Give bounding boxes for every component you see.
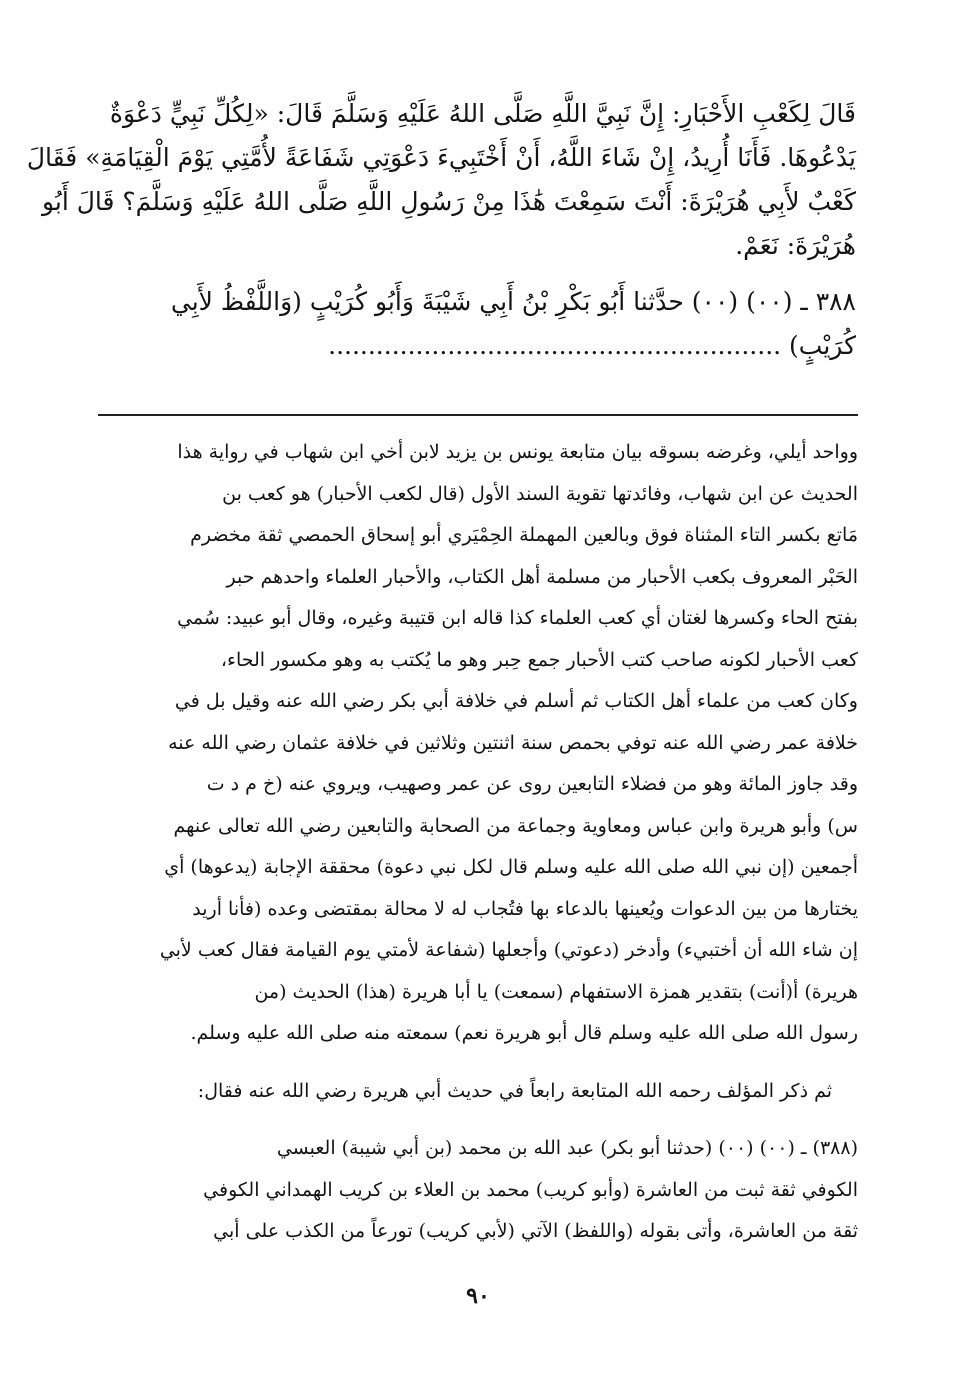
commentary-line: هريرة) أ(أنت) بتقدير همزة الاستفهام (سمعت) يا أبا هريرة (هذا) الحديث (من — [254, 980, 858, 1003]
commentary-line: بفتح الحاء وكسرها لغتان أي كعب العلماء كذا قاله ابن قتيبة وغيره، وقال أبو عبيد: سُمي — [177, 607, 858, 629]
commentary-line: أجمعين (إن نبي الله صلى الله عليه وسلم قال لكل نبي دعوة) محققة الإجابة (يدعوها) أي — [164, 856, 858, 878]
commentary-line: كعب الأحبار لكونه صاحب كتب الأحبار جمع حِبر وهو ما يُكتب به وهو مكسور الحاء، — [220, 648, 858, 671]
commentary-line: مَاتع بكسر التاء المثناة فوق وبالعين المهملة الحِمْيَري أبو إسحاق الحمصي ثقة مخضرم — [190, 524, 858, 546]
commentary-line: وقد جاوز المائة وهو من فضلاء التابعين روى عن عمر وصهيب، ويروي عنه (خ م د ت — [206, 773, 858, 795]
commentary-line: الكوفي ثقة ثبت من العاشرة (وأبو كريب) محمد بن العلاء بن كريب الهمداني الكوفي — [203, 1178, 858, 1201]
commentary-line: إن شاء الله أن أختبيء) وأدخر (دعوتي) وأجعلها (شفاعة لأمتي يوم القيامة فقال كعب لأبي — [159, 939, 858, 961]
hadith-text-block — [26, 92, 856, 368]
hadith-line: يَدْعُوهَا. فَأَنَا أُرِيدُ، إِنْ شَاءَ اللَّهُ، أَنْ أَخْتَبِيءَ دَعْوَتِي شَفَاعَةً لأُمَّتِي يَوْمَ الْقِيَامَةِ» فَقَالَ — [26, 143, 856, 172]
hadith-line: قَالَ لِكَعْبِ الأَحْبَارِ: إِنَّ نَبِيَّ اللَّهِ صَلَّى اللهُ عَلَيْهِ وَسَلَّمَ قَالَ: «لِكُلِّ نَبِيٍّ دَعْوَةٌ — [109, 99, 856, 128]
commentary-line: (٣٨٨) ـ (٠٠) (٠٠) (حدثنا أبو بكر) عبد الله بن محمد (بن أبي شيبة) العبسي — [276, 1137, 858, 1159]
commentary-line: س) وأبو هريرة وابن عباس ومعاوية وجماعة من الصحابة والتابعين رضي الله تعالى عنهم — [173, 814, 858, 837]
commentary-line: وواحد أيلي، وغرضه بسوقه بيان متابعة يونس بن يزيد لابن أخي ابن شهاب في رواية هذا — [177, 441, 858, 463]
commentary-line: ثقة من العاشرة، وأتى بقوله (واللفظ) الآتي (لأبي كريب) تورعاً من الكذب على أبي — [213, 1220, 858, 1242]
commentary-line: رسول الله صلى الله عليه وسلم قال أبو هريرة نعم) سمعته منه صلى الله عليه وسلم. — [190, 1022, 858, 1044]
hadith-line: ٣٨٨ ـ (٠٠) (٠٠) حدَّثنا أَبُو بَكْرِ بْنُ أَبِي شَيْبَةَ وَأَبُو كُرَيْبٍ (وَاللَّفْظُ لأَبِي — [170, 287, 856, 316]
section-divider — [98, 414, 858, 416]
commentary-line: خلافة عمر رضي الله عنه توفي بحمص سنة اثنتين وثلاثين في خلافة عثمان رضي الله عنه — [168, 731, 858, 754]
intro-line: ثم ذكر المؤلف رحمه الله المتابعة رابعاً في حديث أبي هريرة رضي الله عنه فقال: — [197, 1079, 832, 1102]
hadith-line: كُرَيْبٍ) ......................................................... — [328, 331, 856, 360]
hadith-line: كَعْبٌ لأَبِي هُرَيْرَةَ: أَنْتَ سَمِعْتَ هَٰذَا مِنْ رَسُولِ اللَّهِ صَلَّى اللهُ عَلَيْهِ وَسَلَّمَ؟ قَالَ أَبُو — [41, 187, 856, 216]
commentary-line: الحديث عن ابن شهاب، وفائدتها تقوية السند الأول (قال لكعب الأحبار) هو كعب بن — [222, 482, 858, 505]
commentary-line: وكان كعب من علماء أهل الكتاب ثم أسلم في خلافة أبي بكر رضي الله عنه وقيل بل في — [174, 690, 858, 712]
commentary-line: يختارها من بين الدعوات ويُعينها بالدعاء بها فتُجاب له لا محالة بمقتضى وعده (فأنا أريد — [192, 897, 858, 920]
paragraph-gap — [96, 1055, 858, 1071]
commentary-line: الحَبْر المعروف بكعب الأحبار من مسلمة أهل الكتاب، والأحبار العلماء واحدهم حبر — [226, 565, 858, 588]
paragraph-gap — [96, 1112, 858, 1128]
page-number: ٩٠ — [466, 1283, 490, 1309]
hadith-line: هُرَيْرَةَ: نَعَمْ. — [735, 231, 856, 260]
commentary-block — [96, 432, 858, 1253]
